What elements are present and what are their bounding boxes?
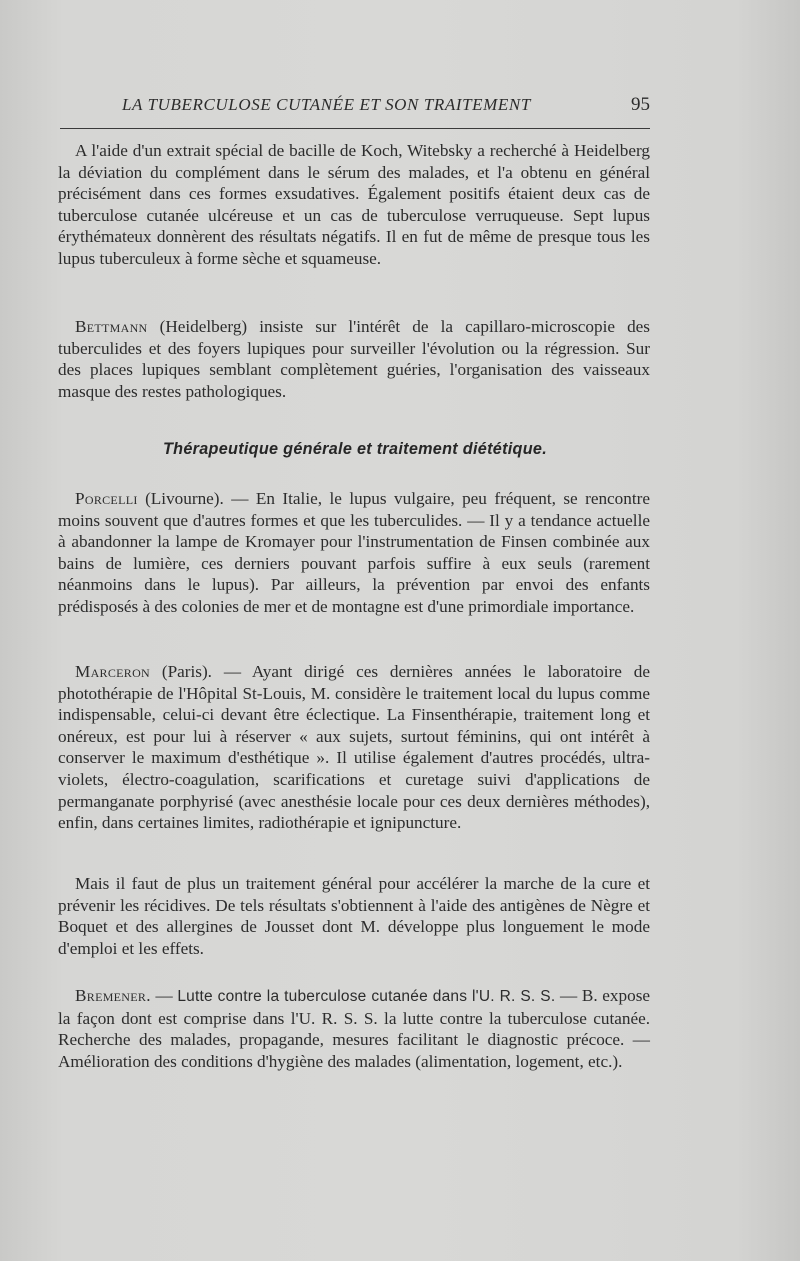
author-name: Porcelli (75, 489, 138, 508)
running-title: LA TUBERCULOSE CUTANÉE ET SON TRAITEMENT (122, 95, 531, 114)
page-number: 95 (631, 94, 650, 115)
author-name: Bettmann (75, 317, 148, 336)
paragraph-porcelli (58, 488, 650, 618)
paragraph-text: (Heidelberg) insiste sur l'intérêt de la capillaro-microscopie des tuberculides et des foyers lupiques pour surveiller l'évolution ou la régression. Sur des places lupiques semblant complètement guéries, l'organisation des vaisseaux masque des restes pathologiques. (58, 317, 650, 401)
article-title: Lutte contre la tuberculose cutanée dans l'U. R. S. S. (177, 988, 556, 1005)
author-name: Marceron (75, 662, 151, 681)
paragraph-bettmann (58, 316, 650, 402)
paragraph-text: Mais il faut de plus un traitement général pour accélérer la marche de la cure et prévenir les récidives. De tels résultats s'obtiennent à l'aide des antigènes de Nègre et Boquet et des allergines de Jousset dont M. développe plus longuement le mode d'emploi et les effets. (58, 874, 650, 958)
page-header (60, 92, 650, 122)
paragraph-text: A l'aide d'un extrait spécial de bacille de Koch, Witebsky a recherché à Heidelberg la déviation du complément dans le sérum des malades, et l'a obtenu en général précisément dans ces formes exsudatives. Également positifs étaient deux cas de tuberculose cutanée ulcéreuse et un cas de tuberculose verruqueuse. Sept lupus érythémateux donnèrent des résultats négatifs. Il en fut de même de presque tous les lupus tuberculeux à forme sèche et squameuse. (58, 141, 650, 268)
paragraph-marceron (58, 661, 650, 834)
paragraph-text: (Livourne). — En Italie, le lupus vulgaire, peu fréquent, se rencontre moins souvent que d'autres formes et que les tuberculides. — Il y a tendance actuelle à abandonner la lampe de Kromayer pour l'instrumentation de Finsen combinée aux bains de lumière, ces derniers pouvant parfois suffire à eux seuls (rarement néanmoins dans le lupus). Par ailleurs, la prévention par envoi des enfants prédisposés à des colonies de mer et de montagne est d'une primordiale importance. (58, 489, 650, 616)
section-heading: Thérapeutique générale et traitement diététique. (162, 440, 548, 458)
author-name: Bremener. (75, 986, 151, 1005)
paragraph-treatment (58, 873, 650, 959)
paragraph-bremener: Bremener. — Lutte contre la tuberculose cutanée dans l'U. R. S. S. — B. expose la façon dont est comprise dans l'U. R. S. S. la lutte contre la tuberculose cutanée. Recherche des malades, propagande, mesures facilitant le diagnostic précoce. — Amélioration des conditions d'hygiène des malades (alimentation, logement, etc.). (58, 986, 651, 1071)
header-rule (60, 128, 650, 129)
paragraph-witebsky (58, 140, 650, 270)
paragraph-text: — B. expose la façon dont est comprise dans l'U. R. S. S. la lutte contre la tuberculose cutanée. Recherche des malades, propagande, mesures facilitant le diagnostic précoce. — Amélioration des conditions d'hygiène des malades (alimentation, logement, etc.). (58, 986, 651, 1071)
paragraph-text: (Paris). — Ayant dirigé ces dernières années le laboratoire de photothérapie de l'Hôpital St-Louis, M. considère le traitement local du lupus comme indispensable, celui-ci devant être éclectique. La Finsenthérapie, traitement long et onéreux, est pour lui à réserver « aux sujets, surtout féminins, qui ont intérêt à conserver le maximum d'esthétique ». Il utilise également d'autres procédés, ultra-violets, électro-coagulation, scarifications et curetage suivi d'applications de permanganate porphyrisé (avec anesthésie locale pour ces deux dernières méthodes), enfin, dans certaines limites, radiothérapie et ignipuncture. (58, 662, 650, 833)
